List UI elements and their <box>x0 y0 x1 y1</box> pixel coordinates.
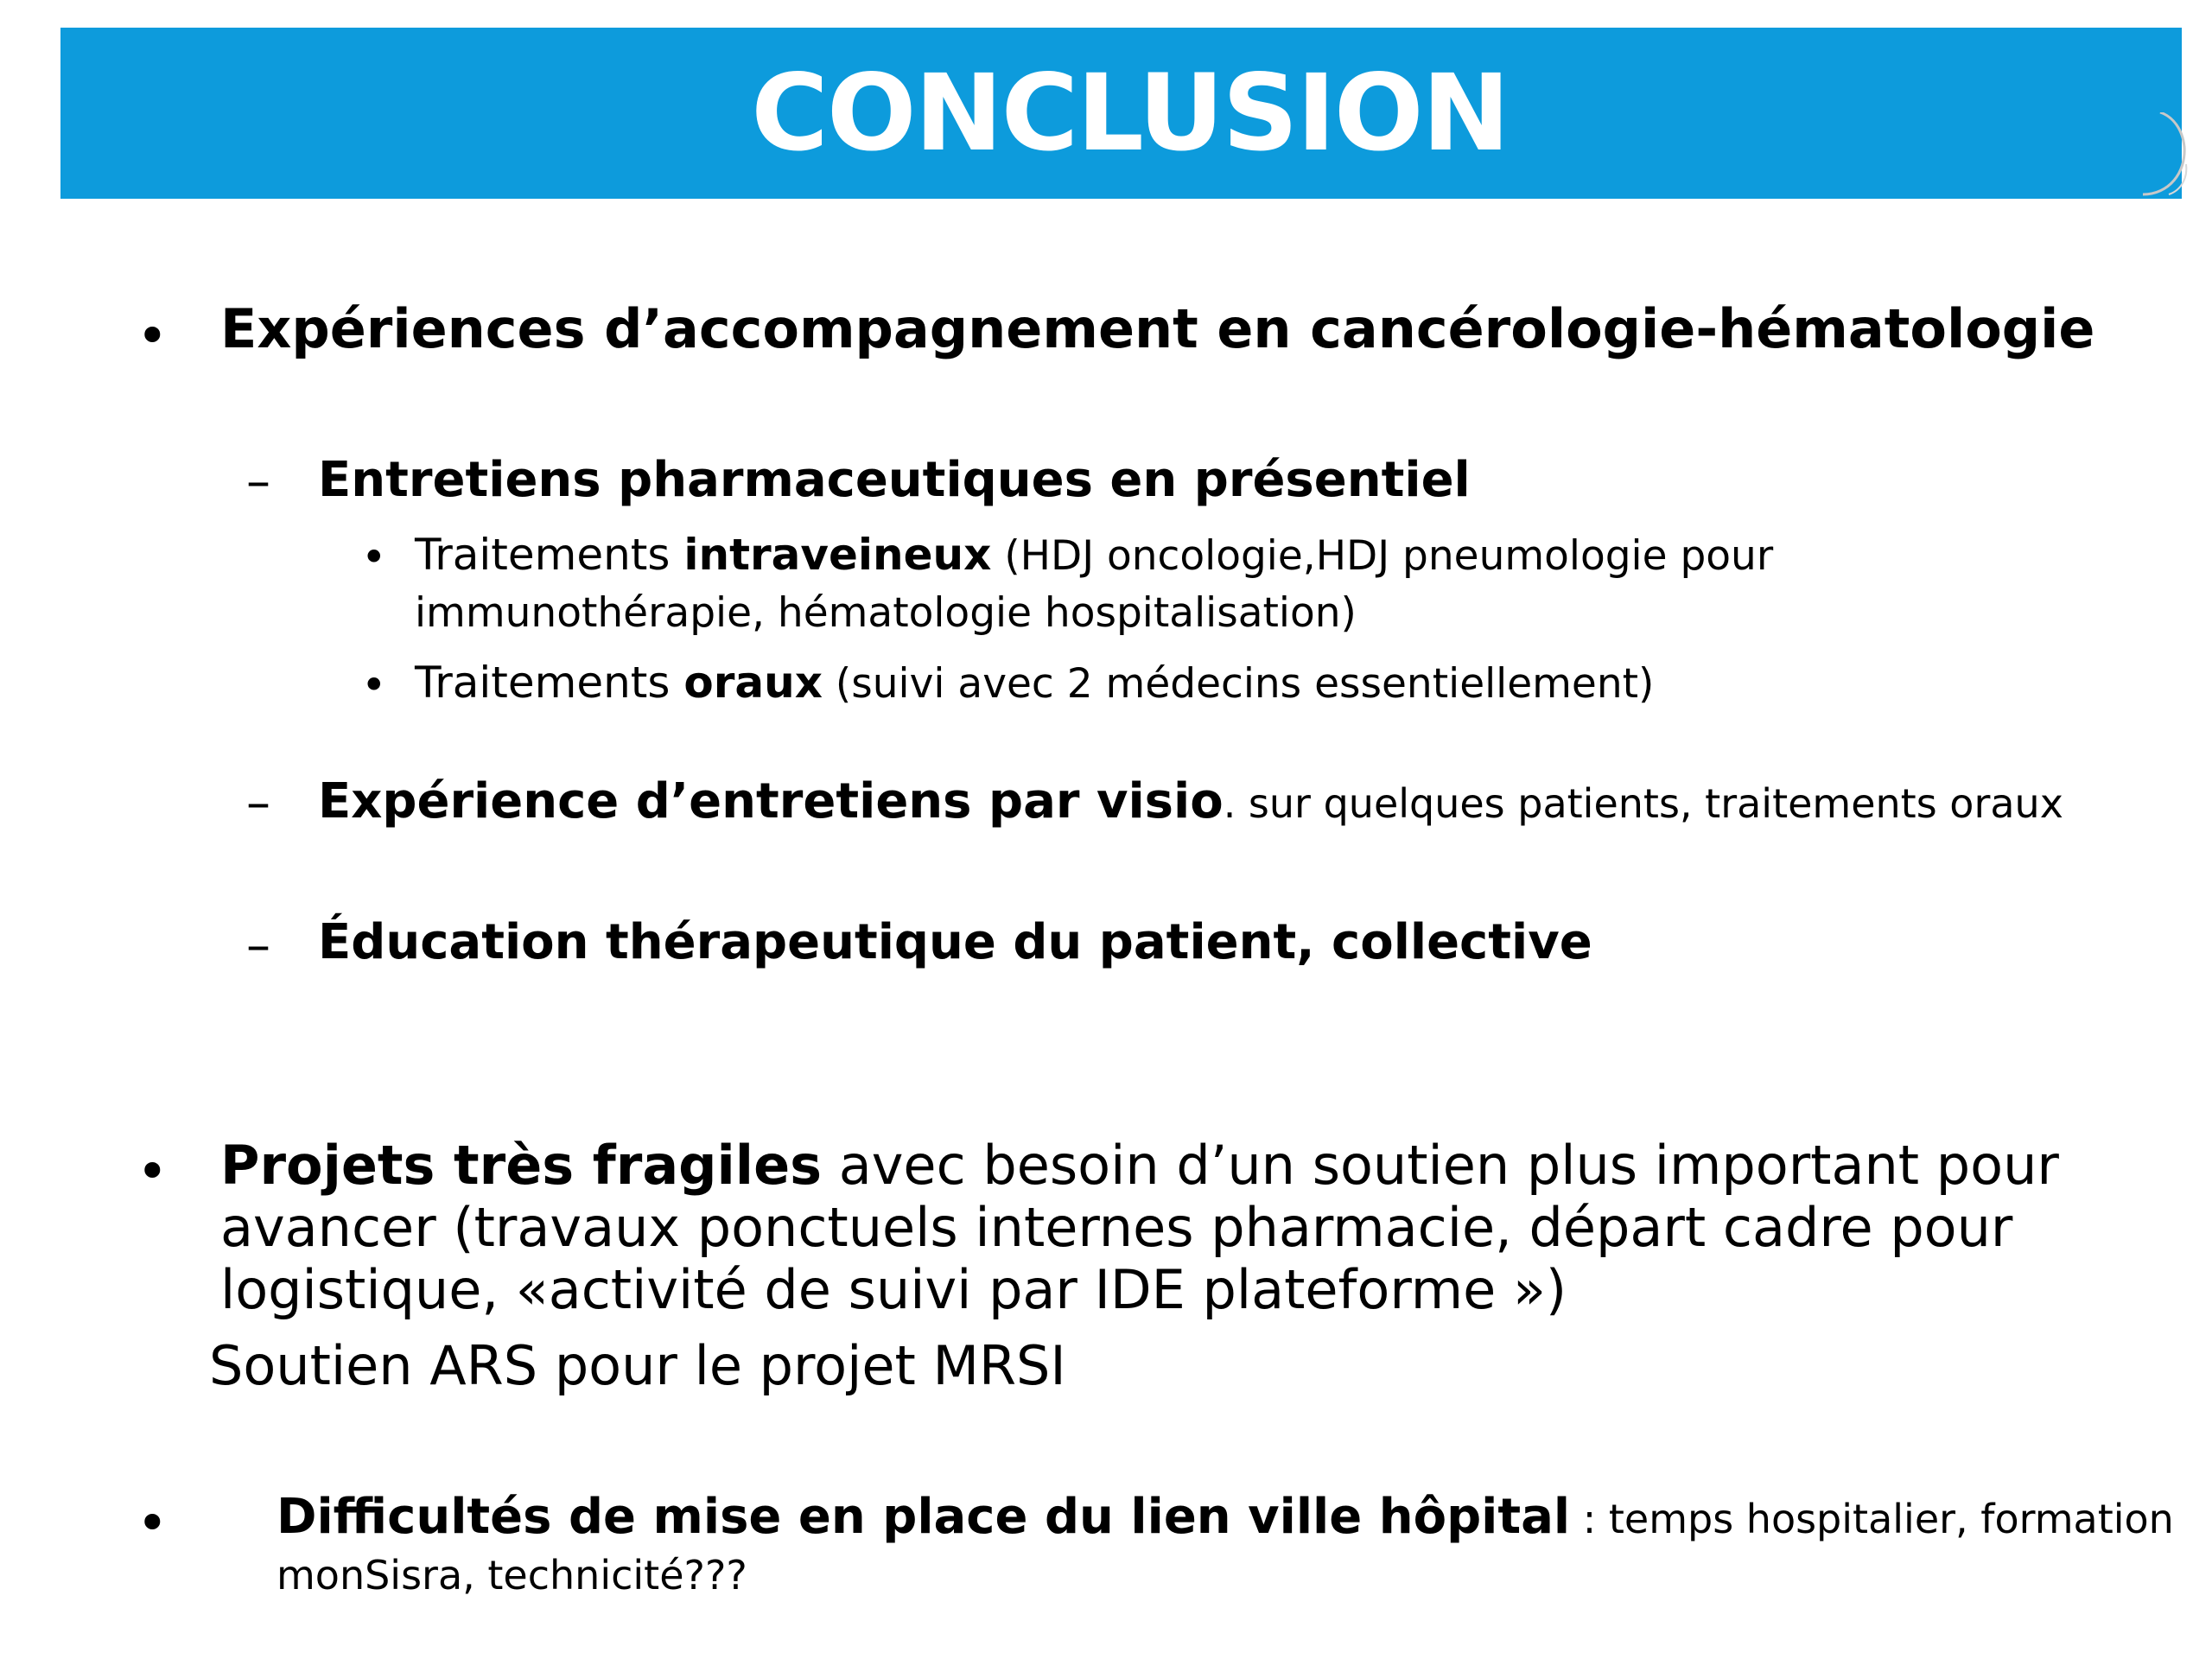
projets-line-2: avancer (travaux ponctuels internes pharmacie, départ cadre pour <box>220 1196 2013 1259</box>
heading-experiences: Expériences d’accompagnement en cancérologie-hématologie <box>220 297 2095 360</box>
heading-education: Éducation thérapeutique du patient, collective <box>318 914 1592 970</box>
bullet-iv: • <box>361 532 387 582</box>
difficultes-line1-rest: : temps hospitalier, formation <box>1570 1496 2174 1542</box>
dash-education: – <box>246 918 270 974</box>
oral-prefix: Traitements <box>415 658 684 708</box>
difficultes-bold: Difficultés de mise en place du lien ville hôpital <box>276 1489 1571 1545</box>
page-curl-icon <box>2134 112 2195 199</box>
iv-line-1 <box>415 530 1774 580</box>
dash-visio: – <box>246 775 270 831</box>
dash-entretiens: – <box>246 454 270 510</box>
bullet-projets: • <box>137 1140 168 1203</box>
iv-prefix: Traitements <box>415 530 684 580</box>
bullet-difficultes: • <box>137 1491 168 1554</box>
slide-title: CONCLUSION <box>751 52 1509 175</box>
oral-line <box>415 658 1655 708</box>
iv-detail-2: immunothérapie, hématologie hospitalisation) <box>415 589 1357 637</box>
bullet-experiences: • <box>137 304 168 367</box>
visio-line <box>318 773 2063 830</box>
projets-line1-rest: avec besoin d’un soutien plus important pour <box>822 1134 2059 1197</box>
difficultes-line-2: monSisra, technicité??? <box>276 1552 747 1599</box>
title-bar <box>60 28 2182 199</box>
iv-bold: intraveineux <box>683 530 992 580</box>
projets-bold: Projets très fragiles <box>220 1134 823 1197</box>
visio-heading: Expérience d’entretiens par visio <box>318 773 1224 830</box>
oral-bold: oraux <box>683 658 823 708</box>
projets-line-1 <box>220 1134 2059 1197</box>
oral-detail: (suivi avec 2 médecins essentiellement) <box>822 660 1655 708</box>
projets-line-3: logistique, «activité de suivi par IDE plateforme ») <box>220 1258 1567 1321</box>
difficultes-line-1 <box>276 1489 2174 1545</box>
iv-detail-1: (HDJ oncologie,HDJ pneumologie pour <box>991 532 1774 580</box>
heading-entretiens: Entretiens pharmaceutiques en présentiel <box>318 452 1471 508</box>
bullet-oral: • <box>361 660 387 710</box>
soutien-line: Soutien ARS pour le projet MRSI <box>209 1334 1066 1397</box>
visio-detail: . sur quelques patients, traitements oraux <box>1223 780 2063 827</box>
